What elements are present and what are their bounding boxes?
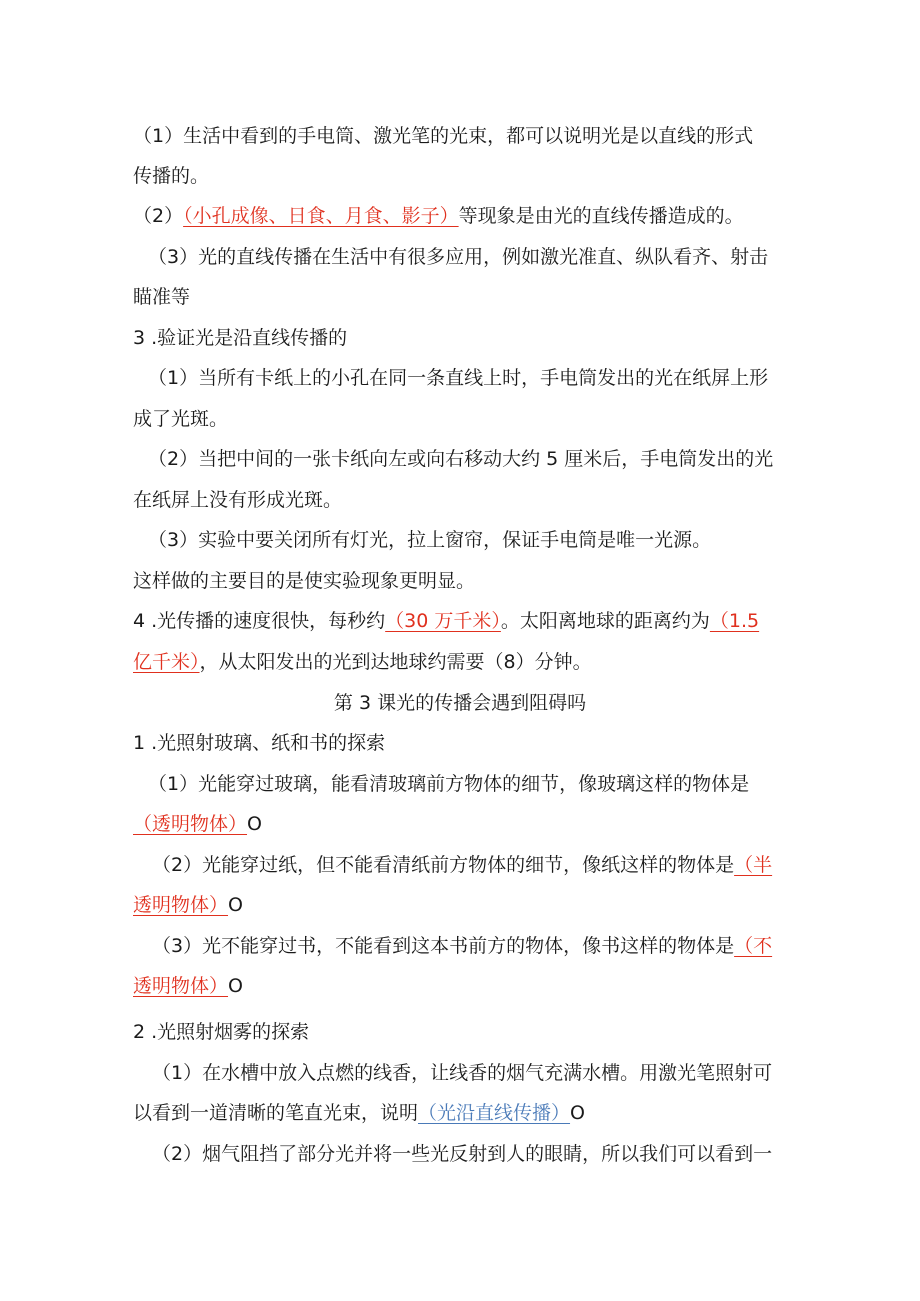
text-line: （1）生活中看到的手电筒、激光笔的光束，都可以说明光是以直线的形式 [133, 125, 754, 147]
answer-text: 透明物体） [133, 894, 229, 916]
text-line [133, 1100, 585, 1126]
text-segment: 以看到一道清晰的笔直光束，说明 [133, 1102, 419, 1124]
answer-text: （小孔成像、日食、月食、影子） [183, 205, 459, 227]
answer-text: 透明物体） [133, 975, 229, 997]
answer-text: （1.5 [709, 610, 760, 632]
text-line: （1）在水槽中放入点燃的线香，让线香的烟气充满水槽。用激光笔照射可 [152, 1062, 773, 1084]
text-line: （1）光能穿过玻璃，能看清玻璃前方物体的细节，像玻璃这样的物体是 [148, 773, 750, 795]
text-segment: O [228, 894, 243, 916]
section-heading: 2 .光照射烟雾的探索 [133, 1021, 310, 1043]
text-segment: 。太阳离地球的距离约为 [500, 610, 710, 632]
answer-text: （透明物体） [133, 813, 248, 835]
answer-text: （不 [734, 935, 773, 957]
text-line [133, 973, 243, 999]
text-segment: （3）光不能穿过书，不能看到这本书前方的物体，像书这样的物体是 [152, 935, 735, 957]
text-segment: 等现象是由光的直线传播造成的。 [458, 205, 744, 227]
answer-text: 亿千米） [133, 651, 200, 673]
text-line: （3）光的直线传播在生活中有很多应用，例如激光准直、纵队看齐、射击 [148, 246, 769, 268]
text-segment: O [228, 975, 243, 997]
text-line [133, 811, 262, 837]
text-line: 传播的。 [133, 165, 210, 187]
text-line [152, 933, 772, 959]
text-line: （2）当把中间的一张卡纸向左或向右移动大约 5 厘米后，手电筒发出的光 [148, 448, 774, 470]
text-line: 在纸屏上没有形成光斑。 [133, 489, 343, 511]
text-segment: O [570, 1102, 585, 1124]
text-line [133, 892, 243, 918]
answer-text: （30 万千米） [385, 610, 501, 632]
answer-text: （半 [734, 854, 773, 876]
text-segment: 4 .光传播的速度很快，每秒约 [133, 610, 386, 632]
text-line: 这样做的主要目的是使实验现象更明显。 [133, 570, 476, 592]
answer-text: （光沿直线传播） [418, 1102, 571, 1124]
text-line [133, 649, 592, 675]
text-line: （1）当所有卡纸上的小孔在同一条直线上时，手电筒发出的光在纸屏上形 [148, 367, 769, 389]
section-heading: 3 .验证光是沿直线传播的 [133, 327, 348, 349]
text-segment: （2） [133, 205, 184, 227]
text-line [152, 852, 772, 878]
section-heading: 1 .光照射玻璃、纸和书的探索 [133, 732, 386, 754]
text-line: 成了光斑。 [133, 408, 229, 430]
text-line: （2）烟气阻挡了部分光并将一些光反射到人的眼睛，所以我们可以看到一 [152, 1143, 773, 1165]
text-line: （3）实验中要关闭所有灯光，拉上窗帘，保证手电筒是唯一光源。 [148, 529, 712, 551]
text-line: 瞄准等 [133, 286, 191, 308]
text-segment: O [247, 813, 262, 835]
text-segment: ，从太阳发出的光到达地球约需要（8）分钟。 [199, 651, 592, 673]
text-line [133, 203, 744, 229]
text-line [133, 608, 759, 634]
lesson-title: 第 3 课光的传播会遇到阻碍吗 [333, 692, 587, 714]
text-segment: （2）光能穿过纸，但不能看清纸前方物体的细节，像纸这样的物体是 [152, 854, 735, 876]
